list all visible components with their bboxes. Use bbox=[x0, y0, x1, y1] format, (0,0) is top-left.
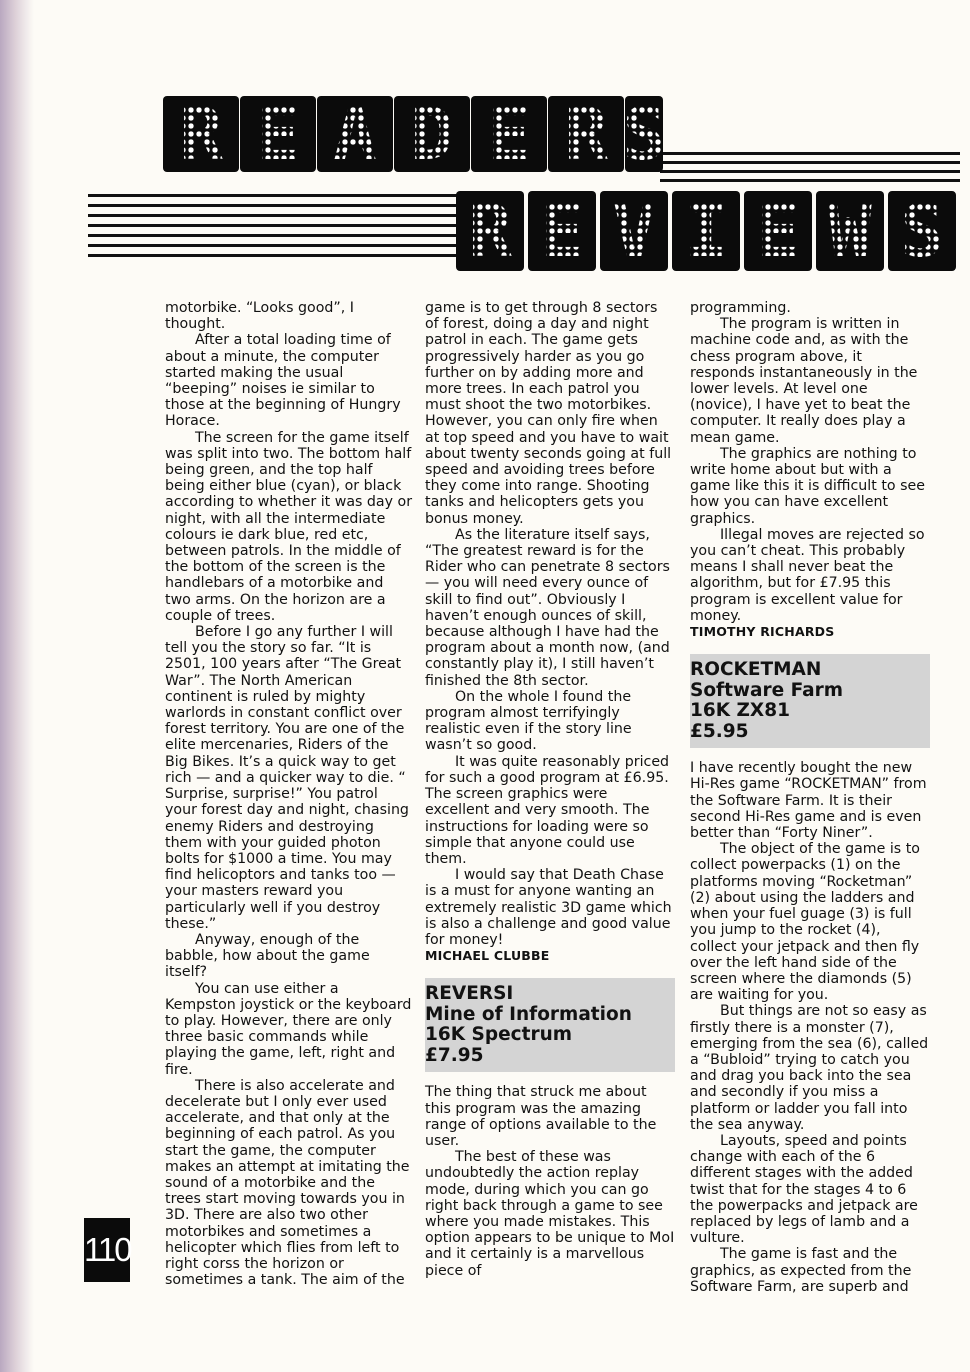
title-letter: D bbox=[394, 96, 470, 172]
title-letter: V bbox=[600, 191, 668, 271]
paragraph: Before I go any further I will tell you the story so far. “It is 2501, 100 years after “The Great War”. The North American continent is ruled by mighty warlords in constant conflict over forest territory. You are one of the elite mercenaries, Riders of the Big Bikes. It’s a quick way to get rich — and a quicker way to die. “ Surprise, surprise!” You patrol your forest day and night, chasing enemy Riders and destroying them with your guided photon bolts for $1000 a time. You may find helicoptors and tanks too — your masters reward you particularly well if you destroy these.” bbox=[165, 624, 409, 932]
title-letter: I bbox=[672, 191, 740, 271]
paragraph: Layouts, speed and points change with each of the 6 different stages with the added twist that for the stages 4 to 6 the powerpacks and jetpack are replaced by legs of lamb and a vulture. bbox=[690, 1132, 918, 1247]
review-title: ROCKETMAN bbox=[690, 659, 822, 681]
review-price: £7.95 bbox=[425, 1044, 484, 1066]
paragraph: The object of the game is to collect powerpacks (1) on the platforms moving “Rocketman” (2) about using the ladders and when your fuel guage (3) is full you jump to the rocket (4), collect your jetpack and then fly over the left hand side of the screen where the diamonds (5) are waiting for you. bbox=[690, 841, 920, 1004]
title-readers bbox=[163, 92, 666, 176]
review-platform: 16K Spectrum bbox=[425, 1024, 573, 1046]
paragraph: After a total loading time of about a minute, the computer started making the usual “beeping” noises ie similar to those at the beginning of Hungry Horace. bbox=[165, 332, 401, 430]
paragraph: I would say that Death Chase is a must for anyone wanting an extremely realistic 3D game which is also a challenge and good value for money! bbox=[425, 867, 672, 948]
paragraph: It was quite reasonably priced for such a good program at £6.95. The screen graphics were excellent and very smooth. The instructions for loading were so simple that anyone could use them. bbox=[425, 753, 670, 867]
paragraph: The best of these was undoubtedly the action replay mode, during which you can go right back through a game to see where you made mistakes. This option appears to be unique to MoI and it certainly is a marvellous piece of bbox=[425, 1149, 675, 1279]
paragraph: The graphics are nothing to write home about but with a game like this it is difficult to see how you can have excellent graphics. bbox=[690, 445, 925, 527]
paragraph: I have recently bought the new Hi-Res game “ROCKETMAN” from the Software Farm. It is their second Hi-Res game and is even better than “Forty Niner”. bbox=[690, 760, 927, 842]
review-title: REVERSI bbox=[425, 983, 514, 1005]
review-price: £5.95 bbox=[690, 720, 749, 742]
title-letter: S bbox=[888, 191, 956, 271]
page-binding-edge bbox=[0, 0, 34, 1372]
review-heading-reversi bbox=[425, 978, 675, 1072]
paragraph: programming. bbox=[690, 300, 791, 316]
paragraph: You can use either a Kempston joystick or the keyboard to play. However, there are only three basic commands while playing the game, left, right and fire. bbox=[165, 980, 412, 1078]
paragraph: Illegal moves are rejected so you can’t cheat. This probably means I shall never beat the algorithm, but for £7.95 this program is excellent value for money. bbox=[690, 526, 925, 624]
review-heading-rocketman bbox=[690, 654, 930, 748]
reviewer-signature: TIMOTHY RICHARDS bbox=[690, 624, 835, 640]
title-letter: E bbox=[528, 191, 596, 271]
title-letter: S bbox=[622, 92, 666, 176]
paragraph: The program is written in machine code and, as with the chess program above, it responds instantaneously in the lower levels. At level one (novice), I have yet to beat the computer. It really does play a mean game. bbox=[690, 316, 918, 446]
page-number: 110 bbox=[84, 1218, 130, 1282]
title-letter: E bbox=[744, 191, 812, 271]
paragraph: On the whole I found the program almost terrifyingly realistic even if the story line wasn’t so good. bbox=[425, 688, 632, 754]
paragraph: game is to get through 8 sectors of forest, doing a day and night patrol in each. The game gets progressively harder as you go further on by adding more and more trees. In each patrol you must shoot the two motorbikes. However, you can only fire when at top speed and you have to wait about twenty seconds going at full speed and avoiding trees before they come into range. Shooting tanks and helicopters gets you bonus money. bbox=[425, 300, 672, 527]
paragraph: motorbike. “Looks good”, I thought. bbox=[165, 300, 354, 333]
title-reviews bbox=[456, 189, 956, 273]
title-letter: R bbox=[456, 191, 524, 271]
paragraph: The thing that struck me about this program was the amazing range of options available to the user. bbox=[425, 1084, 657, 1149]
paragraph: Anyway, enough of the babble, how about the game itself? bbox=[165, 931, 370, 981]
reviewer-signature: MICHAEL CLUBBE bbox=[425, 948, 550, 964]
title-letter: R bbox=[548, 96, 624, 172]
review-publisher: Software Farm bbox=[690, 679, 844, 701]
column-1 bbox=[165, 300, 413, 1288]
paragraph: The game is fast and the graphics, as expected from the Software Farm, are superb and bbox=[690, 1246, 912, 1295]
paragraph: As the literature itself says, “The greatest reward is for the Rider who can penetrate 8 sectors — you will need every ounce of skill to find out”. Obviously I haven’t enough ounces of skill, because although I have had the program about a month now, (and constantly play it), I still haven’t finished the 8th sector. bbox=[425, 526, 670, 689]
title-letter: W bbox=[816, 191, 884, 271]
column-2 bbox=[425, 300, 675, 1279]
title-letter: E bbox=[240, 96, 316, 172]
title-letter: A bbox=[317, 96, 393, 172]
paragraph: The screen for the game itself was split into two. The bottom half being green, and the top half being either blue (cyan), or black according to whether it was day or night, with all the intermediate colours ie dark blue, red etc, between patrols. In the middle of the bottom of the screen is the handlebars of a motorbike and two arms. On the horizon are a couple of trees. bbox=[165, 429, 413, 624]
paragraph: But things are not so easy as firstly there is a monster (7), emerging from the sea (6), called a “Bubloid” trying to catch you and drag you back into the sea and secondly if you miss a platform or ladder you fall into the sea anyway. bbox=[690, 1003, 929, 1133]
review-publisher: Mine of Information bbox=[425, 1003, 632, 1025]
column-3 bbox=[690, 300, 930, 1295]
title-letter: R bbox=[163, 96, 239, 172]
title-letter: E bbox=[471, 96, 547, 172]
review-platform: 16K ZX81 bbox=[690, 700, 790, 722]
paragraph: There is also accelerate and decelerate but I only ever used accelerate, and that only at the beginning of each patrol. As you start the game, the computer makes an attempt at imitating the sound of a motorbike and the trees start moving towards you in 3D. There are also two other motorbikes and sometimes a helicopter which flies from left to right corss the horizon or sometimes a tank. The aim of the bbox=[165, 1077, 410, 1289]
